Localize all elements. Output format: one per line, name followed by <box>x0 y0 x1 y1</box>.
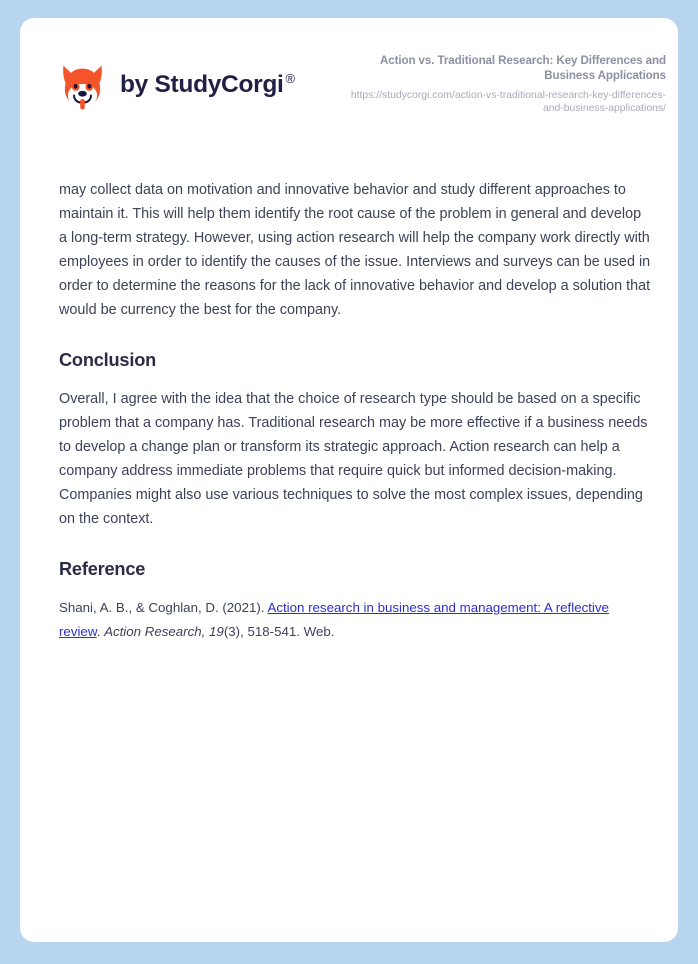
studycorgi-branding <box>58 61 295 110</box>
document-meta <box>336 54 666 116</box>
brand-name-text: by StudyCorgi <box>120 71 284 99</box>
citation-separator: . <box>96 623 105 639</box>
registered-trademark-icon: ® <box>285 71 295 87</box>
brand-wordmark <box>120 72 295 98</box>
document-page-card <box>20 18 678 942</box>
reference-citation <box>59 596 653 644</box>
continued-paragraph: may collect data on motivation and innovative behavior and study different approaches to maintain it. This will help them identify the root cause of the problem in general and develop a long-term strategy. However, using action research will help the company work directly with employees in order to identify the causes of the issue. Interviews and surveys can be used in order to determine the reasons for the lack of innovative behavior and develop a solution that would be currency the best for the company. <box>59 182 651 318</box>
citation-authors-year: Shani, A. B., & Coghlan, D. (2021). <box>59 599 268 615</box>
reference-heading: Reference <box>59 558 146 579</box>
reference-article-link[interactable]: Action research in business and management: A reflective review <box>59 599 609 639</box>
source-url: https://studycorgi.com/action-vs-traditional-research-key-differences-and-business-applications/ <box>350 89 666 115</box>
citation-issue-pages: (3), 518-541. Web. <box>223 623 335 639</box>
document-header <box>20 18 678 152</box>
citation-journal: Action Research, 19 <box>104 623 224 639</box>
conclusion-heading: Conclusion <box>59 350 157 370</box>
corgi-face-icon <box>58 61 107 110</box>
document-body <box>59 178 653 644</box>
page-title: Action vs. Traditional Research: Key Differences and Business Applications <box>379 53 666 82</box>
conclusion-paragraph: Overall, I agree with the idea that the choice of research type should be based on a specific problem that a company has. Traditional research may be more effective if a business needs to develop a change plan or transform its strategic approach. Action research can help a company address immediate problems that require quick but informed decision-making. Companies might also use various techniques to solve the most complex issues, depending on the context. <box>59 390 648 527</box>
